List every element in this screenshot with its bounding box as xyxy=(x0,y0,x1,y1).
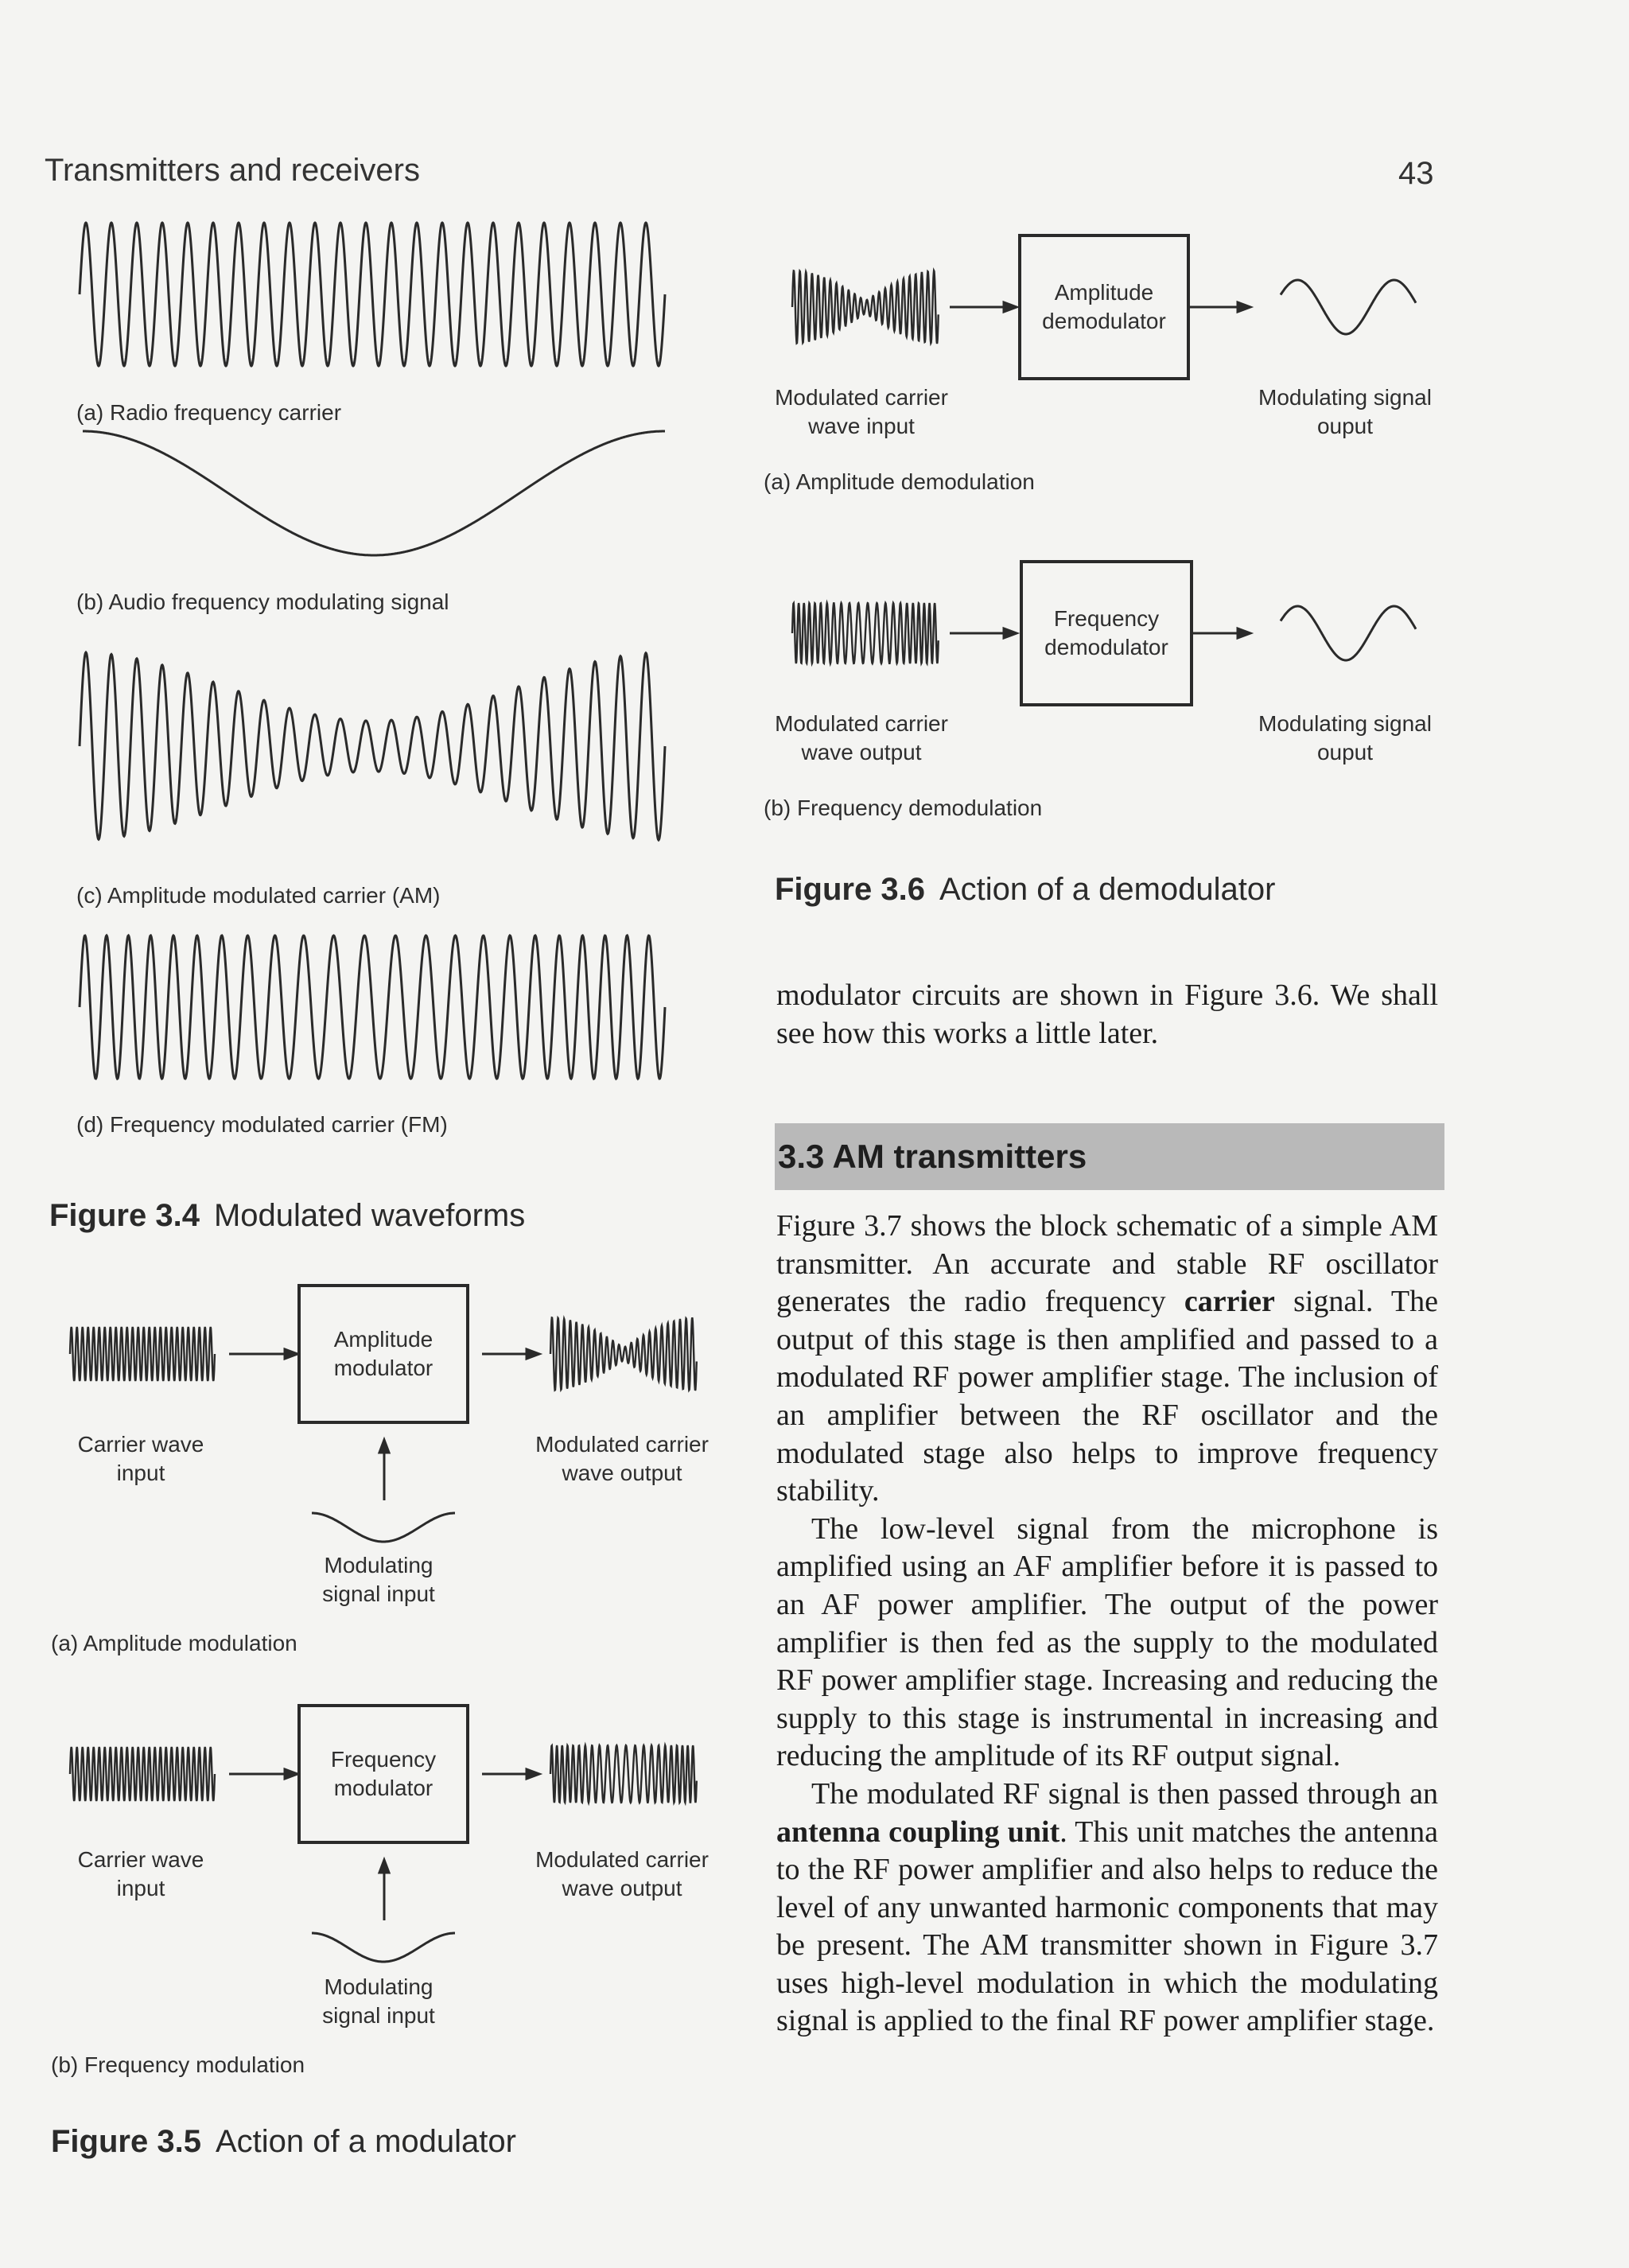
section-heading-text: 3.3 AM transmitters xyxy=(778,1138,1087,1175)
carrier-input-label xyxy=(51,1430,231,1488)
label-line2: wave output xyxy=(562,1876,682,1900)
modulated-output-label xyxy=(520,1430,724,1488)
label-line1: Carrier wave xyxy=(77,1432,204,1457)
text-run: . This unit matches the antenna to the RF power amplifier and also helps to reduce the level of any unwanted harmonic components that may be present. The AM transmitter shown in Figure 3.7 uses high-level modulation in which the modulating signal is applied to the final RF power amplifier stage. xyxy=(776,1815,1438,2038)
paragraph-1 xyxy=(776,1208,1438,1511)
block-label-line2: demodulator xyxy=(1042,309,1166,333)
label-line1: Modulated carrier xyxy=(535,1432,709,1457)
text-run: Figure 3.7 shows the block schematic of a simple AM transmitter. An accurate and stable RF oscillator generates the radio frequency xyxy=(776,1209,1438,1319)
modulated-input-label xyxy=(764,383,959,441)
amplitude-modulator-block xyxy=(297,1284,469,1424)
bold-term: antenna coupling unit xyxy=(776,1815,1060,1849)
body-paragraphs xyxy=(776,1208,1438,2040)
label-line2: wave input xyxy=(808,414,915,438)
fig34-caption-c: (c) Amplitude modulated carrier (AM) xyxy=(76,883,441,908)
bold-term: carrier xyxy=(1184,1285,1275,1319)
fig34-caption-d: (d) Frequency modulated carrier (FM) xyxy=(76,1112,448,1137)
block-label-line2: modulator xyxy=(333,1356,433,1380)
fig35-caption-b: (b) Frequency modulation xyxy=(51,2052,305,2077)
figure-3-6-caption xyxy=(775,872,1275,908)
paragraph-2: The low-level signal from the microphone is amplified using an AF amplifier before it is passed to an AF power amplifier. The output of the power amplifier is then fed as the supply to the modulated RF power amplifier stage. Increasing and reducing the supply to this stage is instrumental in increasing and reducing the amplitude of its RF output signal. xyxy=(776,1511,1438,1773)
label-line2: wave output xyxy=(562,1461,682,1485)
paragraph-3 xyxy=(776,1776,1438,2040)
section-heading xyxy=(775,1123,1444,1190)
figure-label: Figure 3.4 xyxy=(49,1198,200,1233)
figure-label: Figure 3.6 xyxy=(775,872,925,907)
label-line1: Modulating signal xyxy=(1258,711,1432,736)
block-label-line1: Amplitude xyxy=(333,1327,433,1352)
label-line2: signal input xyxy=(322,2003,435,2028)
block-label-line1: Frequency xyxy=(1053,606,1160,631)
label-line1: Modulating signal xyxy=(1258,385,1432,410)
modulating-output-label xyxy=(1246,383,1444,441)
block-label-line2: demodulator xyxy=(1044,635,1168,659)
label-line1: Modulated carrier xyxy=(775,711,948,736)
frequency-modulator-block xyxy=(297,1704,469,1844)
figure-title: Action of a demodulator xyxy=(939,872,1276,907)
paragraph-text: modulator circuits are shown in Figure 3.6. We shall see how this works a little later. xyxy=(776,978,1438,1050)
label-line2: ouput xyxy=(1316,740,1374,764)
block-label-line1: Amplitude xyxy=(1054,280,1154,305)
figure-title: Modulated waveforms xyxy=(213,1198,526,1233)
block-label-line1: Frequency xyxy=(330,1747,437,1772)
text-run: The modulated RF signal is then passed through an xyxy=(811,1776,1438,1811)
figure-3-4-caption xyxy=(49,1198,525,1234)
modulating-input-label xyxy=(299,1551,458,1609)
frequency-demodulator-block xyxy=(1020,560,1193,706)
running-header: Transmitters and receivers xyxy=(45,153,420,188)
label-line2: wave output xyxy=(801,740,922,764)
label-line1: Modulating xyxy=(324,1974,433,1999)
fig34-caption-a: (a) Radio frequency carrier xyxy=(76,400,342,425)
fig36-caption-b: (b) Frequency demodulation xyxy=(764,796,1043,820)
label-line1: Carrier wave xyxy=(77,1847,204,1872)
text-run: signal. The output of this stage is then amplified and passed to a modulated RF power amplifier stage. The inclusion of an amplifier between the RF oscillator and the modulated stage also helps to improve frequency stability. xyxy=(776,1285,1438,1508)
fig34-caption-b: (b) Audio frequency modulating signal xyxy=(76,589,449,614)
figure-title: Action of a modulator xyxy=(215,2124,516,2159)
modulating-output-label xyxy=(1246,710,1444,767)
label-line2: ouput xyxy=(1316,414,1374,438)
amplitude-demodulator-block xyxy=(1018,234,1190,380)
paragraph-continuation xyxy=(776,977,1438,1052)
label-line2: input xyxy=(116,1461,165,1485)
carrier-input-label xyxy=(51,1846,231,1903)
label-line1: Modulated carrier xyxy=(535,1847,709,1872)
figure-3-5-caption xyxy=(51,2124,516,2160)
label-line2: input xyxy=(116,1876,165,1900)
modulated-output-label xyxy=(520,1846,724,1903)
fig36-caption-a: (a) Amplitude demodulation xyxy=(764,469,1035,494)
modulating-input-label xyxy=(299,1973,458,2030)
figure-label: Figure 3.5 xyxy=(51,2124,201,2159)
label-line2: signal input xyxy=(322,1581,435,1606)
block-label-line2: modulator xyxy=(333,1776,433,1800)
label-line1: Modulating xyxy=(324,1553,433,1577)
label-line1: Modulated carrier xyxy=(775,385,948,410)
page-number: 43 xyxy=(1398,156,1434,191)
fig35-caption-a: (a) Amplitude modulation xyxy=(51,1631,297,1655)
modulated-input-label xyxy=(764,710,959,767)
